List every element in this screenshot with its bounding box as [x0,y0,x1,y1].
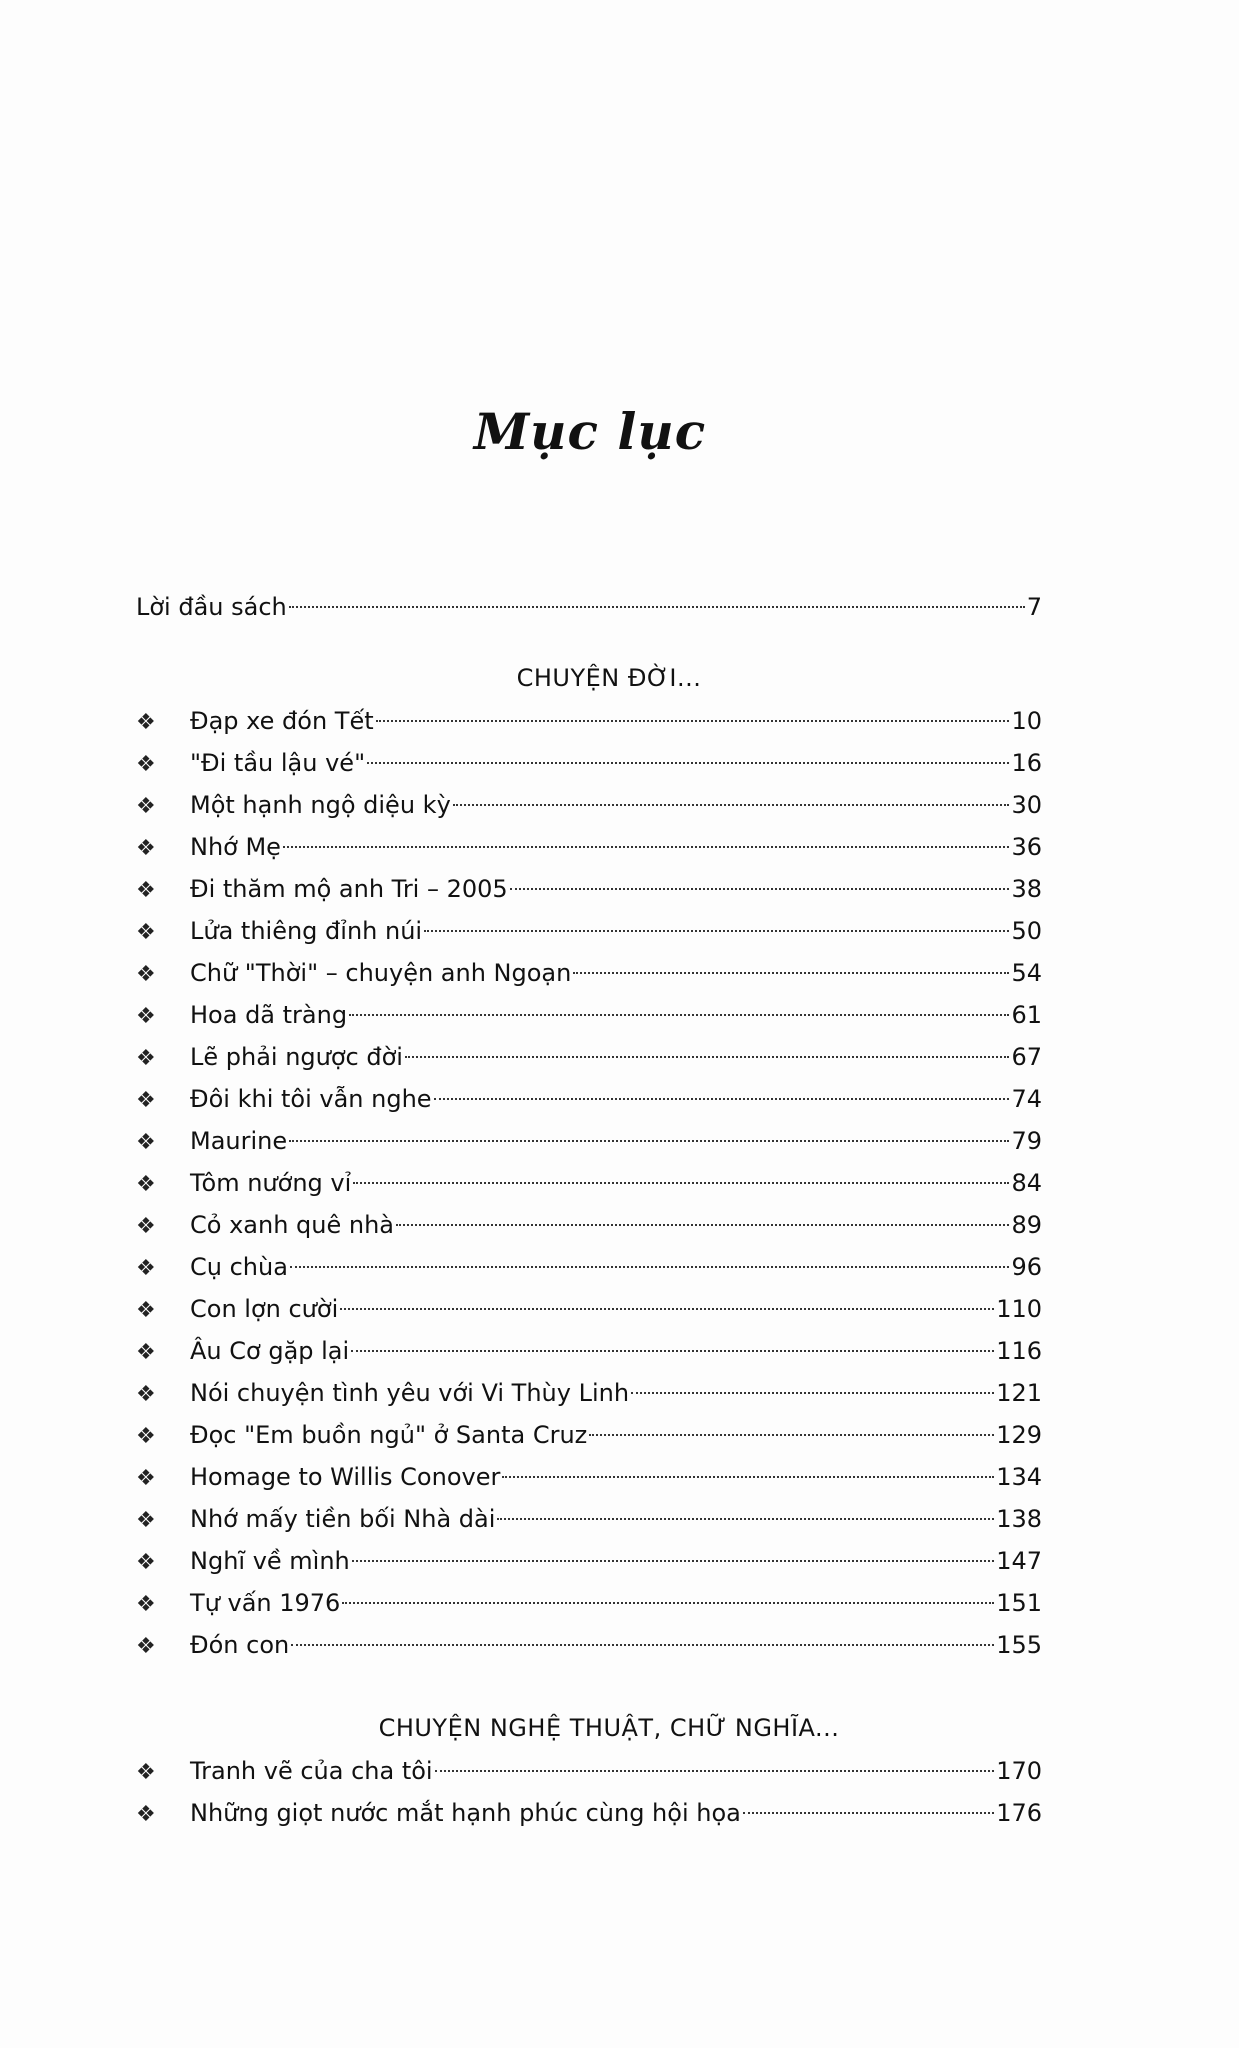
toc-entry-page: 110 [996,1295,1042,1323]
toc-entry-page: 7 [1026,593,1042,621]
diamond-bullet-icon: ❖ [136,1802,156,1827]
toc-entry-page: 61 [1011,1001,1042,1029]
diamond-bullet-icon: ❖ [136,710,156,735]
toc-entry-row [136,994,1042,1036]
diamond-bullet-icon: ❖ [136,920,156,945]
toc-entry-page: 176 [996,1799,1042,1827]
toc-entry-row [136,826,1042,868]
dot-leader [573,972,1009,974]
toc-entry-row [136,1540,1042,1582]
toc-entry-page: 16 [1011,749,1042,777]
dot-leader [290,1266,1010,1268]
diamond-bullet-icon: ❖ [136,878,156,903]
toc-entry-label: Lẽ phải ngược đời [190,1043,403,1071]
dot-leader [502,1476,994,1478]
dot-leader [283,846,1010,848]
diamond-bullet-icon: ❖ [136,1256,156,1281]
toc-entry-page: 54 [1011,959,1042,987]
toc-entry-row [136,910,1042,952]
dot-leader [289,1140,1009,1142]
toc-entry-label: Cỏ xanh quê nhà [190,1211,394,1239]
dot-leader [352,1560,994,1562]
toc-entry-row [136,1330,1042,1372]
toc-entry-page: 121 [996,1379,1042,1407]
toc-entry-row [136,1204,1042,1246]
toc-entry-page: 96 [1011,1253,1042,1281]
diamond-bullet-icon: ❖ [136,1466,156,1491]
toc-entry-row [136,952,1042,994]
toc-entry-row [136,1624,1042,1666]
toc-entry-page: 155 [996,1631,1042,1659]
toc-entry-row [136,700,1042,742]
toc-entry-label: Cụ chùa [190,1253,288,1281]
diamond-bullet-icon: ❖ [136,1214,156,1239]
toc-entry-label: Lửa thiêng đỉnh núi [190,917,423,945]
toc-entry-row [136,1456,1042,1498]
toc-entry-row [136,784,1042,826]
toc-entry-label: Nhớ Mẹ [190,833,281,861]
toc-entry-label: Âu Cơ gặp lại [190,1337,350,1365]
dot-leader [376,720,1010,722]
toc-entry-page: 36 [1011,833,1042,861]
dot-leader [353,1182,1009,1184]
section-heading: CHUYỆN ĐỜI... [516,664,702,692]
dot-leader [396,1224,1009,1226]
toc-entry-label: Tự vấn 1976 [190,1589,341,1617]
dot-leader [424,930,1009,932]
toc-entry-label: Đọc "Em buồn ngủ" ở Santa Cruz [190,1421,588,1449]
toc-entry-page: 30 [1011,791,1042,819]
toc-entry-label: Đạp xe đón Tết [190,707,374,735]
toc-entry-row [136,1078,1042,1120]
diamond-bullet-icon: ❖ [136,1382,156,1407]
toc-entry-page: 84 [1011,1169,1042,1197]
diamond-bullet-icon: ❖ [136,1340,156,1365]
dot-leader [589,1434,994,1436]
diamond-bullet-icon: ❖ [136,1046,156,1071]
toc-entry-page: 74 [1011,1085,1042,1113]
toc-entry-row [136,1750,1042,1792]
toc-entry-label: Tôm nướng vỉ [190,1169,352,1197]
diamond-bullet-icon: ❖ [136,1172,156,1197]
toc-entry-page: 79 [1011,1127,1042,1155]
diamond-bullet-icon: ❖ [136,1760,156,1785]
toc-entry-label: Những giọt nước mắt hạnh phúc cùng hội họa [190,1799,741,1827]
dot-leader [351,1350,994,1352]
dot-leader [435,1770,995,1772]
toc-entry-page: 38 [1011,875,1042,903]
toc-entry-label: Đi thăm mộ anh Tri – 2005 [190,875,508,903]
toc-entry-label: Tranh vẽ của cha tôi [190,1757,433,1785]
toc-entry-page: 170 [996,1757,1042,1785]
toc-entry-label: Đón con [190,1631,290,1659]
diamond-bullet-icon: ❖ [136,1298,156,1323]
toc-entry-page: 50 [1011,917,1042,945]
toc-entry-label: Hoa dã tràng [190,1001,348,1029]
diamond-bullet-icon: ❖ [136,1550,156,1575]
dot-leader [434,1098,1010,1100]
dot-leader [631,1392,994,1394]
toc-entry-row [136,1120,1042,1162]
toc-entry-row [136,1582,1042,1624]
toc-entry-page: 134 [996,1463,1042,1491]
toc-entry-page: 138 [996,1505,1042,1533]
diamond-bullet-icon: ❖ [136,1508,156,1533]
diamond-bullet-icon: ❖ [136,752,156,777]
dot-leader [453,804,1010,806]
dot-leader [291,1644,994,1646]
diamond-bullet-icon: ❖ [136,1088,156,1113]
diamond-bullet-icon: ❖ [136,836,156,861]
diamond-bullet-icon: ❖ [136,794,156,819]
toc-entry-label: Maurine [190,1127,288,1155]
toc-entry-label: Homage to Willis Conover [190,1463,501,1491]
toc-entry-page: 116 [996,1337,1042,1365]
toc-entry-row [136,1498,1042,1540]
toc-entry-row [136,868,1042,910]
toc-entry-row [136,1036,1042,1078]
dot-leader [405,1056,1009,1058]
toc-entry-label: Nhớ mấy tiền bối Nhà dài [190,1505,496,1533]
toc-entry-label: "Đi tầu lậu vé" [190,749,366,777]
table-of-contents [136,586,1042,1834]
dot-leader [349,1014,1009,1016]
dot-leader [510,888,1010,890]
toc-entry-row [136,1162,1042,1204]
toc-intro-row [136,586,1042,628]
toc-entry-label: Con lợn cười [190,1295,339,1323]
toc-entry-page: 147 [996,1547,1042,1575]
toc-entry-label: Nói chuyện tình yêu với Vi Thùy Linh [190,1379,630,1407]
diamond-bullet-icon: ❖ [136,1592,156,1617]
toc-entry-page: 89 [1011,1211,1042,1239]
toc-entry-label: Một hạnh ngộ diệu kỳ [190,791,451,819]
page-title: Mục lục [473,402,707,461]
diamond-bullet-icon: ❖ [136,962,156,987]
toc-entry-page: 10 [1011,707,1042,735]
toc-entry-page: 151 [996,1589,1042,1617]
diamond-bullet-icon: ❖ [136,1004,156,1029]
dot-leader [340,1308,994,1310]
dot-leader [289,606,1025,608]
toc-entry-row [136,1372,1042,1414]
toc-entry-label: Nghĩ về mình [190,1547,350,1575]
dot-leader [342,1602,994,1604]
toc-entry-row [136,742,1042,784]
toc-entry-row [136,1414,1042,1456]
toc-entry-row [136,1246,1042,1288]
toc-entry-label: Đôi khi tôi vẫn nghe [190,1085,432,1113]
section-heading: CHUYỆN NGHỆ THUẬT, CHỮ NGHĨA... [378,1714,840,1742]
toc-entry-label: Chữ "Thời" – chuyện anh Ngoạn [190,959,572,987]
toc-entry-page: 129 [996,1421,1042,1449]
dot-leader [497,1518,994,1520]
toc-entry-page: 67 [1011,1043,1042,1071]
toc-entry-row [136,1288,1042,1330]
diamond-bullet-icon: ❖ [136,1634,156,1659]
toc-sections [136,656,1042,1834]
dot-leader [367,762,1009,764]
toc-entry-label: Lời đầu sách [136,593,287,621]
dot-leader [743,1812,994,1814]
diamond-bullet-icon: ❖ [136,1424,156,1449]
toc-entry-row [136,1792,1042,1834]
diamond-bullet-icon: ❖ [136,1130,156,1155]
